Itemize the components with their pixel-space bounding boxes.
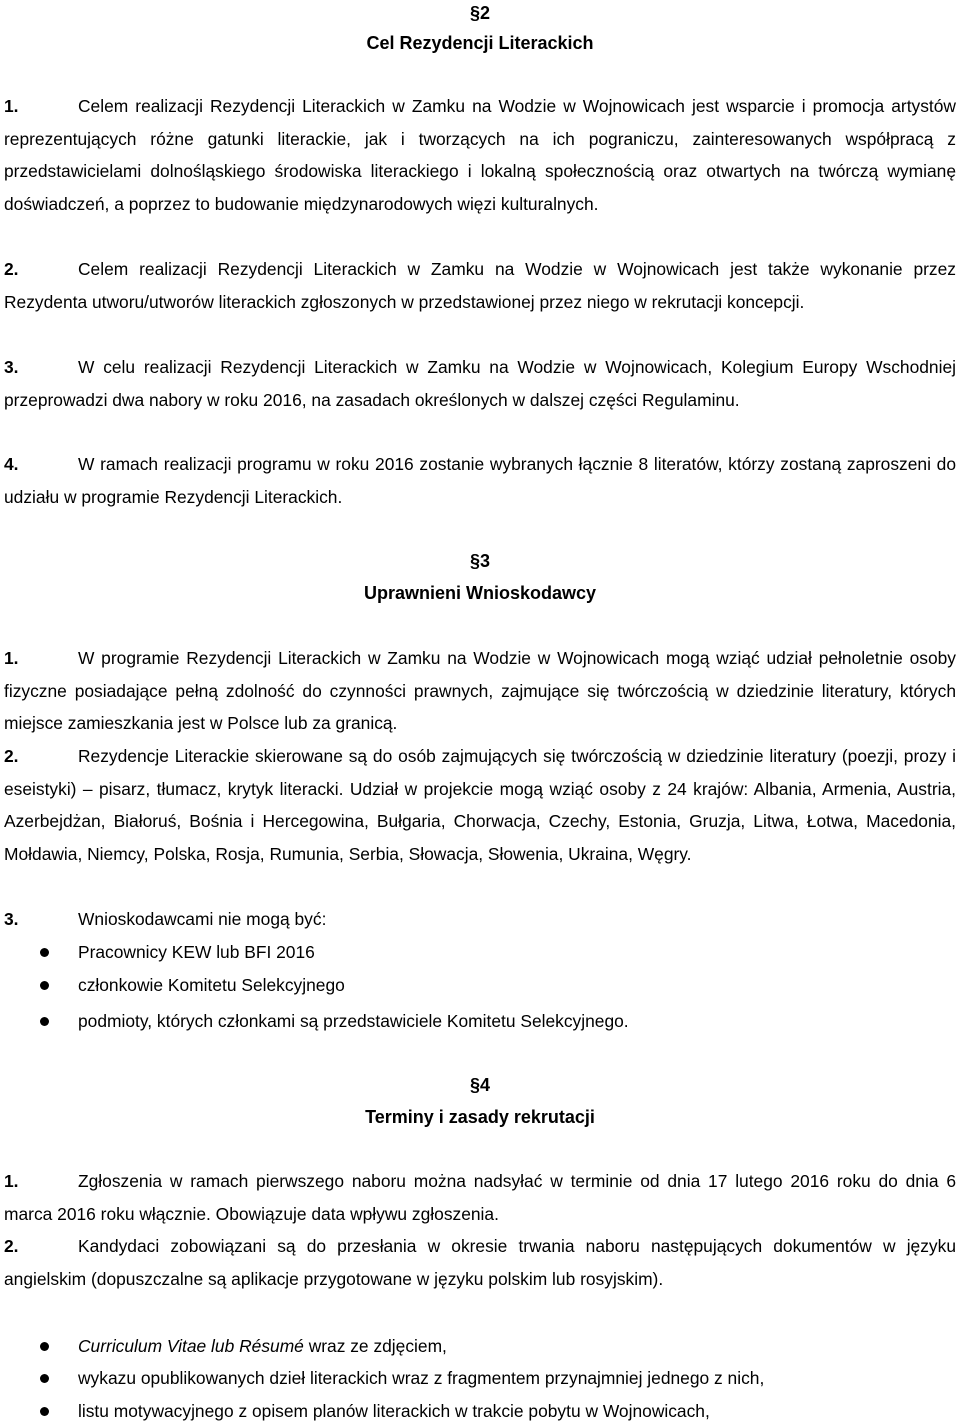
section-2-symbol: §2 xyxy=(469,3,491,23)
s2-paragraph-1: 1. Celem realizacji Rezydencji Literackich w Zamku na Wodzie w Wojnowicach jest wsparcie i promocja artystów reprezentujących różne gatunki literackie, jak i tworzących na ich pograniczu, zainteresowanych współpracą z przedstawicielami dolnośląskiego środowiska literackiego i lokalną społecznością oraz otwartych na twórczą wymianę doświadczeń, a poprzez to budowanie międzynarodowych więzi kulturalnych. xyxy=(4,96,956,214)
s3-paragraph-1: 1. W programie Rezydencji Literackich w Zamku na Wodzie w Wojnowicach mogą wziąć udział pełnoletnie osoby fizyczne posiadające pełną zdolność do czynności prawnych, zajmujące się twórczością w dziedzinie literatury, których miejsce zamieszkania jest w Polsce lub za granicą. xyxy=(4,648,956,733)
section-3-title: Uprawnieni Wnioskodawcy xyxy=(363,583,597,603)
bullet-dot-icon xyxy=(40,1407,49,1416)
s4-paragraph-2: 2. Kandydaci zobowiązani są do przesłania w okresie trwania naboru następujących dokumentów w języku angielskim (dopuszczalne są aplikacje przygotowane w języku polskim lub rosyjskim). xyxy=(4,1236,956,1289)
s2-paragraph-2: 2. Celem realizacji Rezydencji Literackich w Zamku na Wodzie w Wojnowicach jest także wykonanie przez Rezydenta utworu/utworów literackich zgłoszonych w przedstawionej przez niego w rekrutacji koncepcji. xyxy=(4,259,956,312)
bullet-dot-icon xyxy=(40,1374,49,1383)
s4-paragraph-1: 1. Zgłoszenia w ramach pierwszego naboru można nadsyłać w terminie od dnia 17 lutego 2016 roku do dnia 6 marca 2016 roku włącznie. Obowiązuje data wpływu zgłoszenia. xyxy=(4,1171,956,1224)
bullet-dot-icon xyxy=(40,981,49,990)
s2-paragraph-3: 3. W celu realizacji Rezydencji Literackich w Zamku na Wodzie w Wojnowicach, Kolegium Europy Wschodniej przeprowadzi dwa nabory w roku 2016, na zasadach określonych w dalszej części Regulaminu. xyxy=(4,357,956,410)
s2-paragraph-4: 4. W ramach realizacji programu w roku 2016 zostanie wybranych łącznie 8 literatów, którzy zostaną zaproszeni do udziału w programie Rezydencji Literackich. xyxy=(4,454,956,507)
section-4-symbol: §4 xyxy=(469,1075,491,1095)
bullet-dot-icon xyxy=(40,948,49,957)
s3-paragraph-3: 3. Wnioskodawcami nie mogą być: xyxy=(4,909,327,929)
section-2-title: Cel Rezydencji Literackich xyxy=(366,33,594,53)
s3-paragraph-2: 2. Rezydencje Literackie skierowane są do osób zajmujących się twórczością w dziedzinie literatury (poezji, prozy i eseistyki) – pisarz, tłumacz, krytyk literacki. Udział w projekcie mogą wziąć osoby z 24 krajów: Albania, Armenia, Austria, Azerbejdżan, Białoruś, Bośnia i Hercegowina, Bułgaria, Chorwacja, Czechy, Estonia, Gruzja, Litwa, Łotwa, Macedonia, Mołdawia, Niemcy, Polska, Rosja, Rumunia, Serbia, Słowacja, Słowenia, Ukraina, Węgry. xyxy=(4,746,956,864)
bullet-dot-icon xyxy=(40,1017,49,1026)
bullet-dot-icon xyxy=(40,1342,49,1351)
section-3-symbol: §3 xyxy=(469,551,491,571)
document-page: §2 Cel Rezydencji Literackich 1. Celem realizacji Rezydencji Literackich w Zamku na Wodzie w Wojnowicach jest wsparcie i promocja artystów reprezentujących różne gatunki literackie, jak i tworzących na ich pograniczu, zainteresowanych współpracą z przedstawicielami dolnośląskiego środowiska literackiego i lokalną społecznością oraz otwartych na twórczą wymianę doświadczeń, a poprzez to budowanie międzynarodowych więzi kulturalnych. 2. Celem realizacji Rezydencji Literackich w Zamku na Wodzie w Wojnowicach jest także wykonanie przez Rezydenta utworu/utworów literackich zgłoszonych w przedstawionej przez niego w rekrutacji koncepcji. 3. W celu realizacji Rezydencji Literackich w Zamku na Wodzie w Wojnowicach, Kolegium Europy Wschodniej przeprowadzi dwa nabory w roku 2016, na zasadach określonych w dalszej części Regulaminu. 4. W ramach realizacji programu w roku 2016 zostanie wybranych łącznie 8 literatów, którzy zostaną zaproszeni do udziału w programie Rezydencji Literackich. §3 Uprawnieni Wnioskodawcy 1. W programie Rezydencji Literackich w Zamku na Wodzie w Wojnowicach mogą wziąć udział pełnoletnie osoby fizyczne posiadające pełną zdolność do czynności prawnych, zajmujące się twórczością w dziedzinie literatury, których miejsce zamieszkania jest w Polsce lub za granicą. 2. Rezydencje Literackie skierowane są do osób zajmujących się twórczością w dziedzinie literatury (poezji, prozy i eseistyki) – pisarz, tłumacz, krytyk literacki. Udział w projekcie mogą wziąć osoby z 24 krajów: Albania, Armenia, Austria, Azerbejdżan, Białoruś, Bośnia i Hercegowina, Bułgaria, Chorwacja, Czechy, Estonia, Gruzja, Litwa, Łotwa, Macedonia, Mołdawia, Niemcy, Polska, Rosja, Rumunia, Serbia, Słowacja, Słowenia, Ukraina, Węgry. 3. Wnioskodawcami nie mogą być: Pracownicy KEW lub BFI 2016 członkowie Komitetu Selekcyjnego podmioty, których członkami są przedstawiciele Komitetu Selekcyjnego. §4 Terminy i zasady rekrutacji 1. Zgłoszenia w ramach pierwszego naboru można nadsyłać w terminie od dnia 17 lutego 2016 roku do dnia 6 marca 2016 roku włącznie. Obowiązuje data wpływu zgłoszenia. 2. Kandydaci zobowiązani są do przesłania w okresie trwania naboru następujących dokumentów w języku angielskim (dopuszczalne są aplikacje przygotowane w języku polskim lub rosyjskim). Curriculum Vitae lub Résumé wraz ze zdjęciem, wykazu opublikowanych dzieł literackich wraz z fragmentem przynajmniej jednego z nich, listu motywacyjnego z opisem planów literackich w trakcie pobytu w Wojnowicach, xyxy=(0,0,960,1428)
section-4-title: Terminy i zasady rekrutacji xyxy=(365,1107,595,1127)
